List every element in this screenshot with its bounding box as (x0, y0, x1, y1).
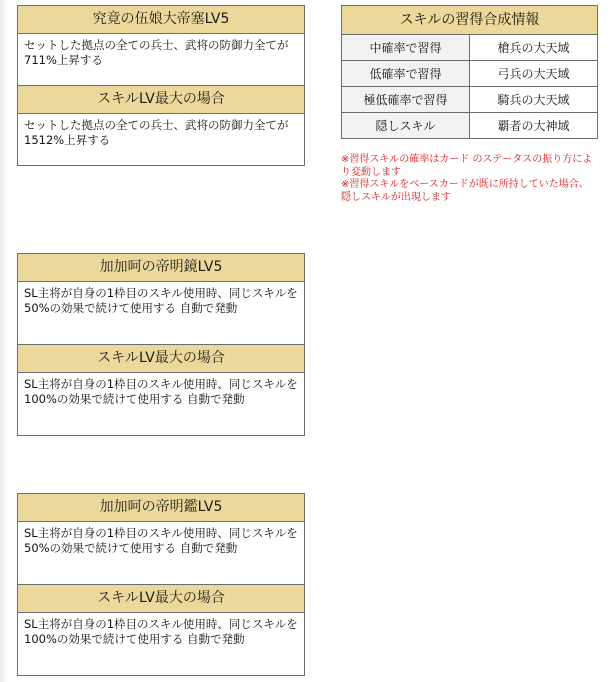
synthesis-table (342, 35, 597, 138)
synthesis-note: ※習得スキルの確率はカード のステータスの振り方により変動します (341, 154, 593, 178)
page-left-shadow (0, 0, 8, 682)
skill-max-heading: スキルLV最大の場合 (18, 344, 304, 373)
skill-card-1 (17, 5, 305, 166)
synthesis-title: スキルの習得合成情報 (342, 6, 597, 35)
skill-card-title: 加加呵の帝明鏡LV5 (18, 254, 304, 282)
synthesis-rate-label: 低確率で習得 (342, 61, 470, 87)
synthesis-skill-name: 覇者の大神域 (470, 113, 598, 139)
skill-card-title: 加加呵の帝明鑑LV5 (18, 494, 304, 522)
synthesis-skill-name: 騎兵の大天域 (470, 87, 598, 113)
skill-card-2 (17, 253, 305, 436)
table-row (342, 61, 597, 87)
skill-synthesis-info (341, 5, 598, 139)
table-row (342, 35, 597, 61)
skill-card-description: セットした拠点の全ての兵士、武将の防御力全てが711%上昇する (24, 38, 289, 67)
synthesis-notes (341, 154, 596, 204)
skill-card-title: 究竟の伍娘大帝塞LV5 (18, 6, 304, 34)
synthesis-rate-label: 中確率で習得 (342, 35, 470, 61)
skill-max-description: セットした拠点の全ての兵士、武将の防御力全てが1512%上昇する (24, 118, 289, 147)
synthesis-note: ※習得スキルをベースカードが既に所持していた場合、隠しスキルが出現します (341, 179, 589, 203)
synthesis-skill-name: 槍兵の大天域 (470, 35, 598, 61)
skill-card-3 (17, 493, 305, 676)
skill-max-heading: スキルLV最大の場合 (18, 584, 304, 613)
skill-max-description: SL主将が自身の1枠目のスキル使用時、同じスキルを100%の効果で続けて使用する 自動で発動 (24, 617, 298, 646)
skill-max-heading: スキルLV最大の場合 (18, 85, 304, 114)
table-row (342, 113, 597, 139)
synthesis-rate-label: 極低確率で習得 (342, 87, 470, 113)
skill-card-description: SL主将が自身の1枠目のスキル使用時、同じスキルを50%の効果で続けて使用する 自動で発動 (24, 526, 298, 555)
skill-card-description: SL主将が自身の1枠目のスキル使用時、同じスキルを50%の効果で続けて使用する 自動で発動 (24, 286, 298, 315)
synthesis-skill-name: 弓兵の大天域 (470, 61, 598, 87)
synthesis-rate-label: 隠しスキル (342, 113, 470, 139)
skill-max-description: SL主将が自身の1枠目のスキル使用時、同じスキルを100%の効果で続けて使用する 自動で発動 (24, 377, 298, 406)
table-row (342, 87, 597, 113)
